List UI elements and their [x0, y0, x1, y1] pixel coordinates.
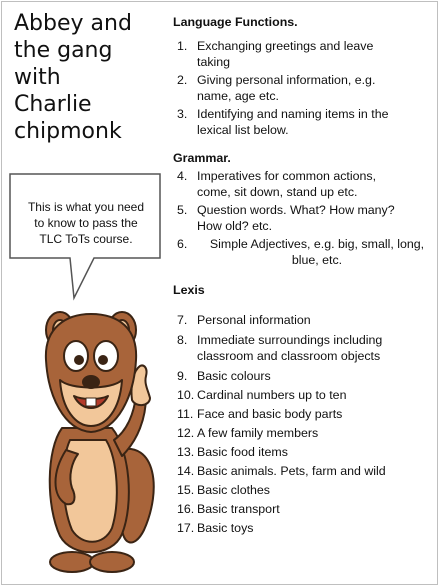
section-heading: Language Functions. [173, 15, 298, 29]
item-number: 7. [177, 313, 188, 327]
grammar-section [173, 150, 437, 268]
item-number: 11. [177, 407, 194, 421]
item-text: Basic transport [197, 502, 280, 516]
list-item [173, 406, 437, 422]
list-item [173, 202, 437, 234]
item-text: Basic animals. Pets, farm and wild [197, 464, 386, 478]
item-number: 5. [177, 203, 188, 217]
title-line: the gang [14, 38, 113, 63]
speech-bubble-text [14, 199, 158, 247]
list-item [173, 501, 437, 517]
bubble-line: to know to pass the [34, 216, 138, 230]
list-item [173, 106, 437, 138]
list-item [173, 38, 437, 70]
item-text: Giving personal information, e.g. name, age etc. [197, 73, 376, 103]
item-text: Basic toys [197, 521, 254, 535]
item-text: Exchanging greetings and leave taking [197, 39, 374, 69]
title-line: chipmonk [14, 119, 122, 144]
section-heading: Grammar. [173, 151, 231, 165]
list-item [173, 312, 437, 328]
item-text: Imperatives for common actions, come, sit down, stand up etc. [197, 169, 377, 199]
item-number: 17. [177, 521, 195, 535]
item-text: Basic colours [197, 369, 271, 383]
chipmunk-illustration [26, 300, 166, 582]
list-item [173, 236, 437, 268]
item-number: 1. [177, 39, 188, 53]
list-item [173, 332, 437, 364]
content-column [173, 10, 437, 536]
item-text: Immediate surroundings including classroom and classroom objects [197, 333, 383, 363]
list-item [173, 387, 437, 403]
list-item [173, 444, 437, 460]
item-text: Personal information [197, 313, 311, 327]
item-number: 16. [177, 502, 195, 516]
speech-bubble [8, 172, 162, 260]
title-line: Abbey and [14, 11, 132, 36]
page-title [14, 10, 164, 145]
language-functions-section [173, 14, 437, 138]
item-number: 13. [177, 445, 195, 459]
list-item [173, 368, 437, 384]
bubble-line: TLC ToTs course. [39, 232, 133, 246]
item-text: Cardinal numbers up to ten [197, 388, 347, 402]
bubble-line: This is what you need [27, 200, 145, 214]
item-text: Identifying and naming items in the lexical list below. [197, 107, 389, 137]
list-item [173, 482, 437, 498]
item-number: 14. [177, 464, 195, 478]
item-number: 6. [177, 237, 188, 251]
lexis-section [173, 282, 437, 536]
title-line: Charlie [14, 92, 92, 117]
list-item [173, 72, 437, 104]
item-text: Question words. What? How many? How old? etc. [197, 203, 395, 233]
title-line: with [14, 65, 61, 90]
item-number: 3. [177, 107, 188, 121]
item-number: 4. [177, 169, 188, 183]
item-number: 8. [177, 333, 188, 347]
item-number: 9. [177, 369, 188, 383]
list-item [173, 168, 437, 200]
item-text: Basic food items [197, 445, 288, 459]
item-text: A few family members [197, 426, 319, 440]
item-text: Simple Adjectives, e.g. big, small, long, blue, etc. [209, 237, 425, 267]
item-number: 12. [177, 426, 195, 440]
list-item [173, 520, 437, 536]
list-item [173, 425, 437, 441]
section-heading: Lexis [173, 283, 205, 297]
list-item [173, 463, 437, 479]
item-text: Face and basic body parts [197, 407, 343, 421]
item-text: Basic clothes [197, 483, 271, 497]
item-number: 2. [177, 73, 188, 87]
item-number: 10. [177, 388, 195, 402]
item-number: 15. [177, 483, 195, 497]
